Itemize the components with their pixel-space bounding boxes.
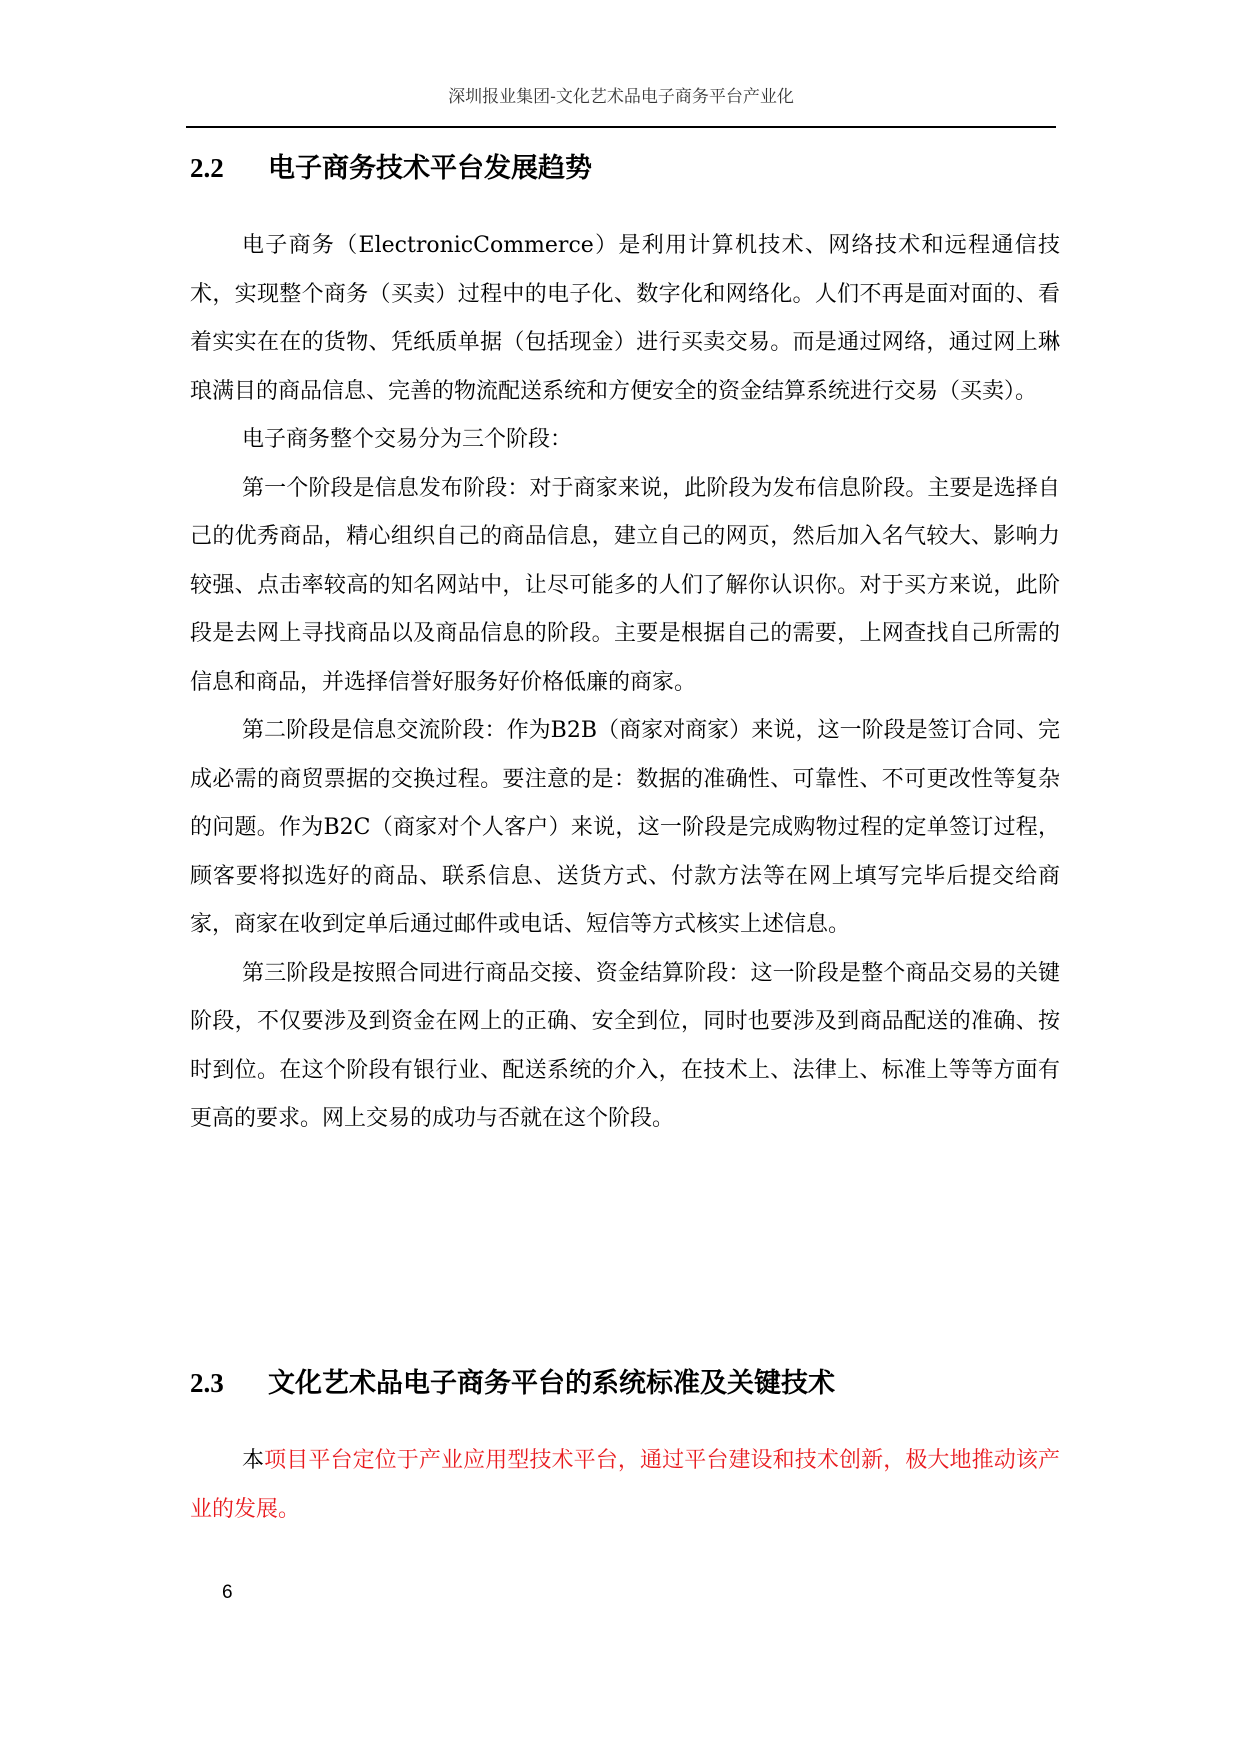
paragraph: 第二阶段是信息交流阶段：作为B2B（商家对商家）来说，这一阶段是签订合同、完成必需的商贸票据的交换过程。要注意的是：数据的准确性、可靠性、不可更改性等复杂的问题。作为B2C（商家对个人客户）来说，这一阶段是完成购物过程的定单签订过程，顾客要将拟选好的商品、联系信息、送货方式、付款方法等在网上填写完毕后提交给商家，商家在收到定单后通过邮件或电话、短信等方式核实上述信息。	[190, 718, 1060, 937]
section-title: 电子商务技术平台发展趋势	[268, 153, 592, 184]
page-number: 6	[222, 1582, 233, 1603]
intro-first-char: 本	[242, 1448, 265, 1473]
section-heading-2-2	[190, 150, 592, 187]
paragraph	[190, 1437, 1060, 1534]
paragraph: 第一个阶段是信息发布阶段：对于商家来说，此阶段为发布信息阶段。主要是选择自己的优秀商品，精心组织自己的商品信息，建立自己的网页，然后加入名气较大、影响力较强、点击率较高的知名网站中，让尽可能多的人们了解你认识你。对于买方来说，此阶段是去网上寻找商品以及商品信息的阶段。主要是根据自己的需要，上网查找自己所需的信息和商品，并选择信誉好服务好价格低廉的商家。	[190, 475, 1060, 695]
section-number: 2.2	[190, 153, 224, 183]
paragraph: 电子商务（ElectronicCommerce）是利用计算机技术、网络技术和远程通信技术，实现整个商务（买卖）过程中的电子化、数字化和网络化。人们不再是面对面的、看着实实在在的货物、凭纸质单据（包括现金）进行买卖交易。而是通过网络，通过网上琳琅满目的商品信息、完善的物流配送系统和方便安全的资金结算系统进行交易（买卖）。	[190, 233, 1060, 404]
section-title: 文化艺术品电子商务平台的系统标准及关键技术	[268, 1368, 835, 1399]
section-heading-2-3	[190, 1365, 835, 1402]
page-header-title: 深圳报业集团-文化艺术品电子商务平台产业化	[448, 87, 794, 107]
section-2-2-body	[190, 222, 1060, 1144]
section-number: 2.3	[190, 1368, 224, 1398]
section-2-3-body	[190, 1437, 1060, 1534]
header-rule	[186, 126, 1056, 128]
paragraph: 第三阶段是按照合同进行商品交接、资金结算阶段：这一阶段是整个商品交易的关键阶段，不仅要涉及到资金在网上的正确、安全到位，同时也要涉及到商品配送的准确、按时到位。在这个阶段有银行业、配送系统的介入，在技术上、法律上、标准上等等方面有更高的要求。网上交易的成功与否就在这个阶段。	[190, 960, 1060, 1131]
paragraph: 电子商务整个交易分为三个阶段：	[242, 427, 573, 452]
highlighted-text: 项目平台定位于产业应用型技术平台，通过平台建设和技术创新，极大地推动该产业的发展。	[190, 1448, 1060, 1522]
